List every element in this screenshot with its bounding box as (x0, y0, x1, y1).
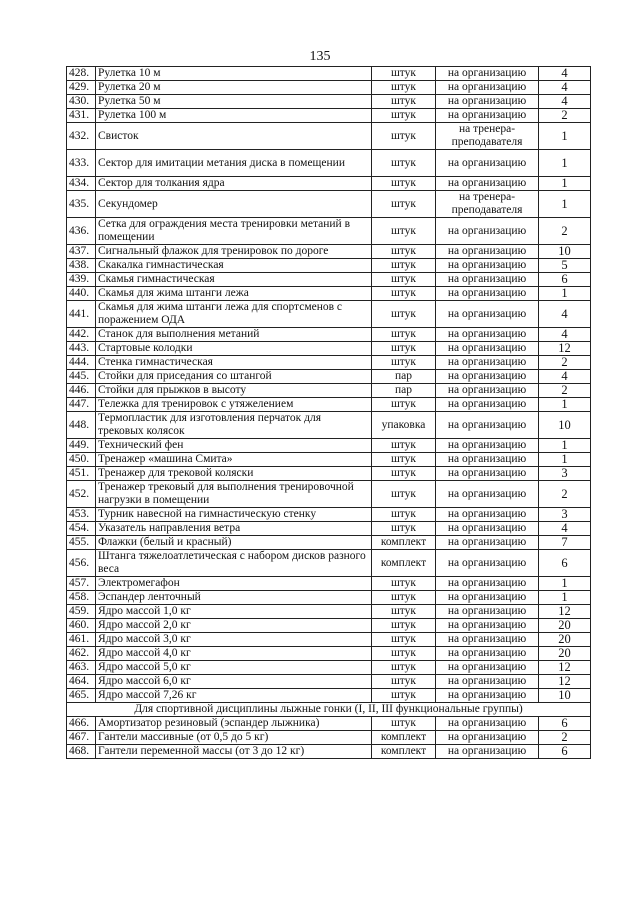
page-number: 135 (309, 49, 331, 64)
row-number-cell: 452. (67, 481, 96, 508)
item-name-cell: Секундомер (96, 191, 372, 218)
row-number-cell: 446. (67, 384, 96, 398)
row-number-cell: 448. (67, 412, 96, 439)
unit-cell: комплект (372, 745, 436, 759)
unit-cell: штук (372, 150, 436, 177)
unit-cell: штук (372, 191, 436, 218)
table-row (67, 384, 591, 398)
table-row (67, 745, 591, 759)
item-name-cell: Ядро массой 1,0 кг (96, 605, 372, 619)
item-name-cell: Стенка гимнастическая (96, 356, 372, 370)
unit-cell: штук (372, 245, 436, 259)
unit-cell: комплект (372, 731, 436, 745)
table-row (67, 522, 591, 536)
row-number-cell: 457. (67, 577, 96, 591)
row-number-cell: 458. (67, 591, 96, 605)
table-row (67, 245, 591, 259)
quantity-cell: 1 (539, 591, 591, 605)
table-row (67, 398, 591, 412)
item-name-cell: Стартовые колодки (96, 342, 372, 356)
item-name-cell: Тренажер для трековой коляски (96, 467, 372, 481)
unit-cell: штук (372, 633, 436, 647)
quantity-cell: 4 (539, 370, 591, 384)
row-number-cell: 454. (67, 522, 96, 536)
row-number-cell: 429. (67, 81, 96, 95)
basis-cell: на организацию (436, 245, 539, 259)
row-number-cell: 467. (67, 731, 96, 745)
table-row (67, 81, 591, 95)
unit-cell: штук (372, 647, 436, 661)
basis-cell: на организацию (436, 591, 539, 605)
basis-cell: на организацию (436, 342, 539, 356)
unit-cell: штук (372, 522, 436, 536)
item-name-cell: Электромегафон (96, 577, 372, 591)
unit-cell: штук (372, 109, 436, 123)
quantity-cell: 3 (539, 508, 591, 522)
basis-cell: на организацию (436, 67, 539, 81)
quantity-cell: 1 (539, 577, 591, 591)
row-number-cell: 464. (67, 675, 96, 689)
row-number-cell: 434. (67, 177, 96, 191)
table-row (67, 109, 591, 123)
quantity-cell: 2 (539, 109, 591, 123)
quantity-cell: 4 (539, 522, 591, 536)
basis-cell: на организацию (436, 439, 539, 453)
row-number-cell: 459. (67, 605, 96, 619)
unit-cell: комплект (372, 536, 436, 550)
table-row (67, 453, 591, 467)
basis-cell: на организацию (436, 301, 539, 328)
table-row (67, 731, 591, 745)
unit-cell: комплект (372, 550, 436, 577)
quantity-cell: 3 (539, 467, 591, 481)
quantity-cell: 1 (539, 453, 591, 467)
item-name-cell: Амортизатор резиновый (эспандер лыжника) (96, 717, 372, 731)
table-row (67, 661, 591, 675)
basis-cell: на организацию (436, 550, 539, 577)
row-number-cell: 430. (67, 95, 96, 109)
table-row (67, 467, 591, 481)
item-name-cell: Технический фен (96, 439, 372, 453)
item-name-cell: Флажки (белый и красный) (96, 536, 372, 550)
basis-cell: на организацию (436, 536, 539, 550)
row-number-cell: 441. (67, 301, 96, 328)
table-row (67, 356, 591, 370)
basis-cell: на организацию (436, 328, 539, 342)
row-number-cell: 463. (67, 661, 96, 675)
item-name-cell: Сектор для толкания ядра (96, 177, 372, 191)
quantity-cell: 1 (539, 150, 591, 177)
item-name-cell: Тележка для тренировок с утяжелением (96, 398, 372, 412)
row-number-cell: 442. (67, 328, 96, 342)
item-name-cell: Скамья гимнастическая (96, 273, 372, 287)
basis-cell: на тренера-преподавателя (436, 123, 539, 150)
quantity-cell: 2 (539, 731, 591, 745)
row-number-cell: 451. (67, 467, 96, 481)
quantity-cell: 4 (539, 328, 591, 342)
table-row (67, 591, 591, 605)
row-number-cell: 466. (67, 717, 96, 731)
basis-cell: на организацию (436, 81, 539, 95)
unit-cell: штук (372, 439, 436, 453)
item-name-cell: Скакалка гимнастическая (96, 259, 372, 273)
row-number-cell: 449. (67, 439, 96, 453)
item-name-cell: Ядро массой 7,26 кг (96, 689, 372, 703)
basis-cell: на организацию (436, 633, 539, 647)
unit-cell: пар (372, 370, 436, 384)
table-row (67, 508, 591, 522)
quantity-cell: 10 (539, 245, 591, 259)
basis-cell: на организацию (436, 577, 539, 591)
unit-cell: штук (372, 67, 436, 81)
row-number-cell: 431. (67, 109, 96, 123)
basis-cell: на организацию (436, 661, 539, 675)
table-row (67, 370, 591, 384)
row-number-cell: 435. (67, 191, 96, 218)
unit-cell: штук (372, 328, 436, 342)
row-number-cell: 428. (67, 67, 96, 81)
quantity-cell: 5 (539, 259, 591, 273)
quantity-cell: 1 (539, 191, 591, 218)
unit-cell: штук (372, 467, 436, 481)
table-row (67, 550, 591, 577)
basis-cell: на организацию (436, 717, 539, 731)
item-name-cell: Гантели массивные (от 0,5 до 5 кг) (96, 731, 372, 745)
basis-cell: на организацию (436, 109, 539, 123)
row-number-cell: 438. (67, 259, 96, 273)
basis-cell: на организацию (436, 675, 539, 689)
basis-cell: на организацию (436, 453, 539, 467)
table-row (67, 67, 591, 81)
basis-cell: на организацию (436, 273, 539, 287)
item-name-cell: Скамья для жима штанги лежа для спортсменов с поражением ОДА (96, 301, 372, 328)
table-row (67, 218, 591, 245)
table-row (67, 259, 591, 273)
item-name-cell: Станок для выполнения метаний (96, 328, 372, 342)
unit-cell: штук (372, 508, 436, 522)
quantity-cell: 2 (539, 356, 591, 370)
basis-cell: на организацию (436, 731, 539, 745)
table-row (67, 675, 591, 689)
quantity-cell: 4 (539, 67, 591, 81)
unit-cell: штук (372, 301, 436, 328)
item-name-cell: Рулетка 10 м (96, 67, 372, 81)
quantity-cell: 1 (539, 123, 591, 150)
basis-cell: на организацию (436, 370, 539, 384)
table-row (67, 647, 591, 661)
table-row (67, 717, 591, 731)
table-row (67, 439, 591, 453)
basis-cell: на тренера-преподавателя (436, 191, 539, 218)
section-heading: Для спортивной дисциплины лыжные гонки (I, II, III функциональные группы) (67, 703, 591, 717)
quantity-cell: 1 (539, 439, 591, 453)
unit-cell: упаковка (372, 412, 436, 439)
unit-cell: штук (372, 605, 436, 619)
item-name-cell: Скамья для жима штанги лежа (96, 287, 372, 301)
quantity-cell: 6 (539, 717, 591, 731)
item-name-cell: Сектор для имитации метания диска в помещении (96, 150, 372, 177)
table-row (67, 619, 591, 633)
basis-cell: на организацию (436, 259, 539, 273)
quantity-cell: 4 (539, 301, 591, 328)
basis-cell: на организацию (436, 384, 539, 398)
row-number-cell: 461. (67, 633, 96, 647)
item-name-cell: Рулетка 20 м (96, 81, 372, 95)
item-name-cell: Ядро массой 3,0 кг (96, 633, 372, 647)
basis-cell: на организацию (436, 412, 539, 439)
row-number-cell: 455. (67, 536, 96, 550)
unit-cell: пар (372, 384, 436, 398)
basis-cell: на организацию (436, 398, 539, 412)
unit-cell: штук (372, 398, 436, 412)
item-name-cell: Ядро массой 5,0 кг (96, 661, 372, 675)
basis-cell: на организацию (436, 508, 539, 522)
item-name-cell: Термопластик для изготовления перчаток для трековых колясок (96, 412, 372, 439)
item-name-cell: Указатель направления ветра (96, 522, 372, 536)
basis-cell: на организацию (436, 522, 539, 536)
quantity-cell: 20 (539, 647, 591, 661)
item-name-cell: Штанга тяжелоатлетическая с набором дисков разного веса (96, 550, 372, 577)
quantity-cell: 2 (539, 384, 591, 398)
item-name-cell: Тренажер трековый для выполнения тренировочной нагрузки в помещении (96, 481, 372, 508)
basis-cell: на организацию (436, 647, 539, 661)
row-number-cell: 462. (67, 647, 96, 661)
basis-cell: на организацию (436, 689, 539, 703)
row-number-cell: 453. (67, 508, 96, 522)
quantity-cell: 20 (539, 633, 591, 647)
row-number-cell: 436. (67, 218, 96, 245)
row-number-cell: 437. (67, 245, 96, 259)
basis-cell: на организацию (436, 481, 539, 508)
basis-cell: на организацию (436, 177, 539, 191)
table-row (67, 536, 591, 550)
item-name-cell: Свисток (96, 123, 372, 150)
table-row (67, 328, 591, 342)
basis-cell: на организацию (436, 287, 539, 301)
basis-cell: на организацию (436, 745, 539, 759)
table-row (67, 481, 591, 508)
basis-cell: на организацию (436, 605, 539, 619)
unit-cell: штук (372, 81, 436, 95)
basis-cell: на организацию (436, 95, 539, 109)
quantity-cell: 6 (539, 745, 591, 759)
row-number-cell: 460. (67, 619, 96, 633)
unit-cell: штук (372, 218, 436, 245)
unit-cell: штук (372, 675, 436, 689)
item-name-cell: Стойки для прыжков в высоту (96, 384, 372, 398)
table-row (67, 633, 591, 647)
quantity-cell: 1 (539, 177, 591, 191)
row-number-cell: 468. (67, 745, 96, 759)
row-number-cell: 447. (67, 398, 96, 412)
unit-cell: штук (372, 287, 436, 301)
table-row (67, 177, 591, 191)
item-name-cell: Тренажер «машина Смита» (96, 453, 372, 467)
row-number-cell: 445. (67, 370, 96, 384)
row-number-cell: 444. (67, 356, 96, 370)
quantity-cell: 2 (539, 481, 591, 508)
table-row (67, 191, 591, 218)
unit-cell: штук (372, 177, 436, 191)
quantity-cell: 12 (539, 605, 591, 619)
item-name-cell: Рулетка 50 м (96, 95, 372, 109)
unit-cell: штук (372, 273, 436, 287)
quantity-cell: 7 (539, 536, 591, 550)
item-name-cell: Сетка для ограждения места тренировки метаний в помещении (96, 218, 372, 245)
equipment-table-body (67, 67, 591, 759)
row-number-cell: 456. (67, 550, 96, 577)
quantity-cell: 6 (539, 273, 591, 287)
section-row (67, 703, 591, 717)
row-number-cell: 450. (67, 453, 96, 467)
unit-cell: штук (372, 689, 436, 703)
quantity-cell: 20 (539, 619, 591, 633)
quantity-cell: 12 (539, 675, 591, 689)
row-number-cell: 433. (67, 150, 96, 177)
item-name-cell: Ядро массой 2,0 кг (96, 619, 372, 633)
quantity-cell: 10 (539, 412, 591, 439)
unit-cell: штук (372, 453, 436, 467)
unit-cell: штук (372, 259, 436, 273)
item-name-cell: Рулетка 100 м (96, 109, 372, 123)
basis-cell: на организацию (436, 218, 539, 245)
unit-cell: штук (372, 661, 436, 675)
unit-cell: штук (372, 577, 436, 591)
table-row (67, 95, 591, 109)
quantity-cell: 1 (539, 398, 591, 412)
table-row (67, 577, 591, 591)
table-row (67, 150, 591, 177)
row-number-cell: 443. (67, 342, 96, 356)
quantity-cell: 1 (539, 287, 591, 301)
basis-cell: на организацию (436, 150, 539, 177)
item-name-cell: Турник навесной на гимнастическую стенку (96, 508, 372, 522)
table-row (67, 301, 591, 328)
table-row (67, 605, 591, 619)
quantity-cell: 12 (539, 342, 591, 356)
table-row (67, 273, 591, 287)
item-name-cell: Сигнальный флажок для тренировок по дороге (96, 245, 372, 259)
quantity-cell: 12 (539, 661, 591, 675)
unit-cell: штук (372, 342, 436, 356)
basis-cell: на организацию (436, 467, 539, 481)
basis-cell: на организацию (436, 356, 539, 370)
quantity-cell: 4 (539, 81, 591, 95)
item-name-cell: Стойки для приседания со штангой (96, 370, 372, 384)
row-number-cell: 432. (67, 123, 96, 150)
table-row (67, 412, 591, 439)
item-name-cell: Эспандер ленточный (96, 591, 372, 605)
basis-cell: на организацию (436, 619, 539, 633)
unit-cell: штук (372, 717, 436, 731)
row-number-cell: 439. (67, 273, 96, 287)
quantity-cell: 10 (539, 689, 591, 703)
unit-cell: штук (372, 123, 436, 150)
unit-cell: штук (372, 619, 436, 633)
row-number-cell: 465. (67, 689, 96, 703)
item-name-cell: Гантели переменной массы (от 3 до 12 кг) (96, 745, 372, 759)
unit-cell: штук (372, 95, 436, 109)
table-row (67, 123, 591, 150)
row-number-cell: 440. (67, 287, 96, 301)
item-name-cell: Ядро массой 6,0 кг (96, 675, 372, 689)
table-row (67, 689, 591, 703)
unit-cell: штук (372, 591, 436, 605)
quantity-cell: 4 (539, 95, 591, 109)
unit-cell: штук (372, 481, 436, 508)
unit-cell: штук (372, 356, 436, 370)
table-row (67, 287, 591, 301)
table-row (67, 342, 591, 356)
quantity-cell: 2 (539, 218, 591, 245)
item-name-cell: Ядро массой 4,0 кг (96, 647, 372, 661)
equipment-table (66, 66, 591, 759)
quantity-cell: 6 (539, 550, 591, 577)
